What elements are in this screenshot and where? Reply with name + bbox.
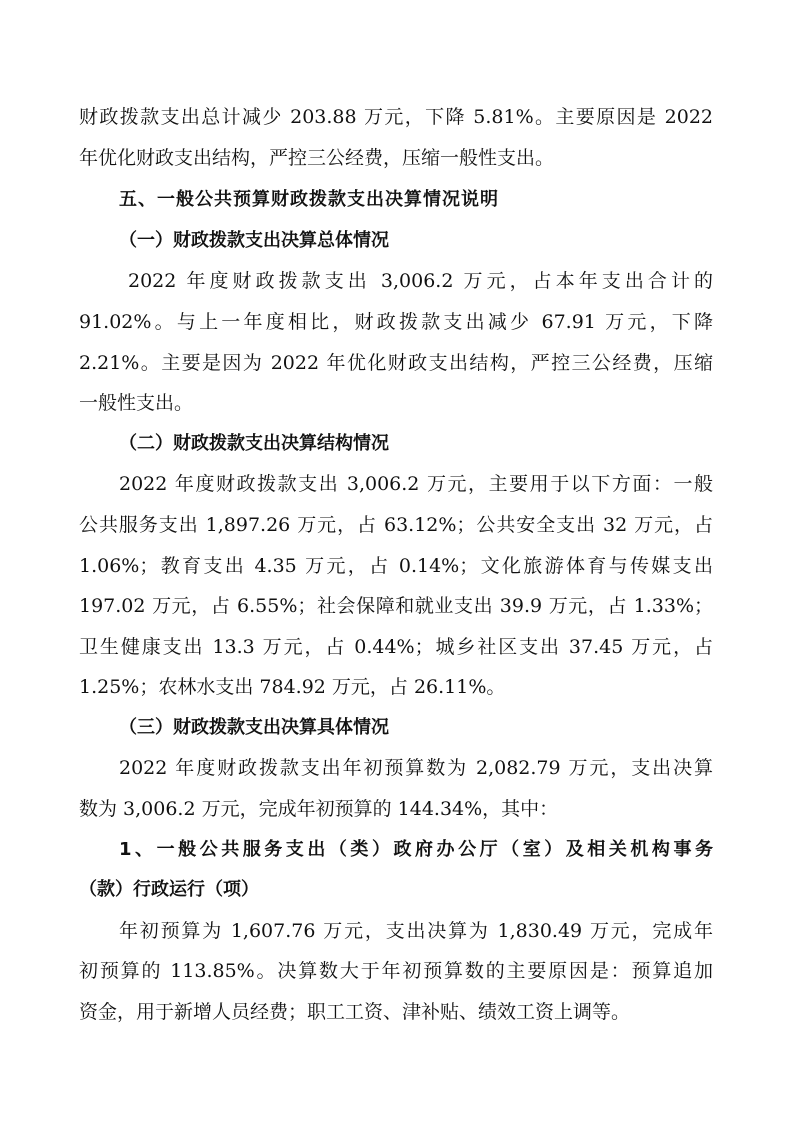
text-line: 财政拨款支出总计减少 203.88 万元，下降 5.81%。主要原因是 2022 <box>79 106 713 128</box>
text-line: 197.02 万元，占 6.55%；社会保障和就业支出 39.9 万元，占 1.33%； <box>79 595 713 617</box>
text-line: 2022 年度财政拨款支出 3,006.2 万元，占本年支出合计的 <box>128 270 713 292</box>
paragraph-line <box>0 302 793 342</box>
text-line: 初预算的 113.85%。决算数大于年初预算数的主要原因是：预算追加 <box>79 960 713 982</box>
heading-text: 五、一般公共预算财政拨款支出决算情况说明 <box>119 189 499 210</box>
text-line: 2022 年度财政拨款支出 3,006.2 万元，主要用于以下方面：一般 <box>119 473 713 495</box>
heading-text: （三）财政拨款支出决算具体情况 <box>119 717 389 738</box>
paragraph-line <box>0 911 793 951</box>
paragraph-line <box>0 748 793 788</box>
paragraph-line <box>0 261 793 301</box>
paragraph-line <box>0 546 793 586</box>
subsection-heading <box>0 221 793 261</box>
paragraph-line <box>0 951 793 991</box>
paragraph-line <box>0 97 793 137</box>
paragraph-line <box>0 992 793 1032</box>
subsection-heading <box>0 424 793 464</box>
paragraph-line <box>0 627 793 667</box>
text-line: 2022 年度财政拨款支出年初预算数为 2,082.79 万元，支出决算 <box>119 757 713 779</box>
paragraph-line <box>0 789 793 829</box>
paragraph-line <box>0 464 793 504</box>
text-line: 2.21%。主要是因为 2022 年优化财政支出结构，严控三公经费，压缩 <box>79 352 713 374</box>
text-line: 资金，用于新增人员经费；职工工资、津补贴、绩效工资上调等。 <box>79 1001 631 1023</box>
heading-text: （一）财政拨款支出决算总体情况 <box>119 230 389 251</box>
paragraph-line <box>0 383 793 423</box>
paragraph-line <box>0 505 793 545</box>
text-line: 年优化财政支出结构，严控三公经费，压缩一般性支出。 <box>79 147 555 169</box>
text-line: 一般性支出。 <box>79 392 194 414</box>
text-line: 91.02%。与上一年度相比，财政拨款支出减少 67.91 万元，下降 <box>79 311 713 333</box>
section-heading <box>0 180 793 220</box>
text-line: 公共服务支出 1,897.26 万元，占 63.12%；公共安全支出 32 万元，占 <box>79 514 713 536</box>
paragraph-line <box>0 343 793 383</box>
heading-text: （二）财政拨款支出决算结构情况 <box>119 433 389 454</box>
paragraph-line <box>0 138 793 178</box>
text-line: 年初预算为 1,607.76 万元，支出决算为 1,830.49 万元，完成年 <box>119 920 713 942</box>
text-line: 数为 3,006.2 万元，完成年初预算的 144.34%，其中： <box>79 798 559 820</box>
item-heading <box>0 870 793 910</box>
text-line: 卫生健康支出 13.3 万元，占 0.44%；城乡社区支出 37.45 万元，占 <box>79 636 713 658</box>
text-line: 1.25%；农林水支出 784.92 万元，占 26.11%。 <box>79 676 506 698</box>
paragraph-line <box>0 667 793 707</box>
heading-text: 1、一般公共服务支出（类）政府办公厅（室）及相关机构事务 <box>119 839 713 860</box>
heading-text: （款）行政运行（项） <box>79 879 259 900</box>
paragraph-line <box>0 586 793 626</box>
text-line: 1.06%；教育支出 4.35 万元，占 0.14%；文化旅游体育与传媒支出 <box>79 555 713 577</box>
subsection-heading <box>0 708 793 748</box>
item-heading <box>0 830 793 870</box>
